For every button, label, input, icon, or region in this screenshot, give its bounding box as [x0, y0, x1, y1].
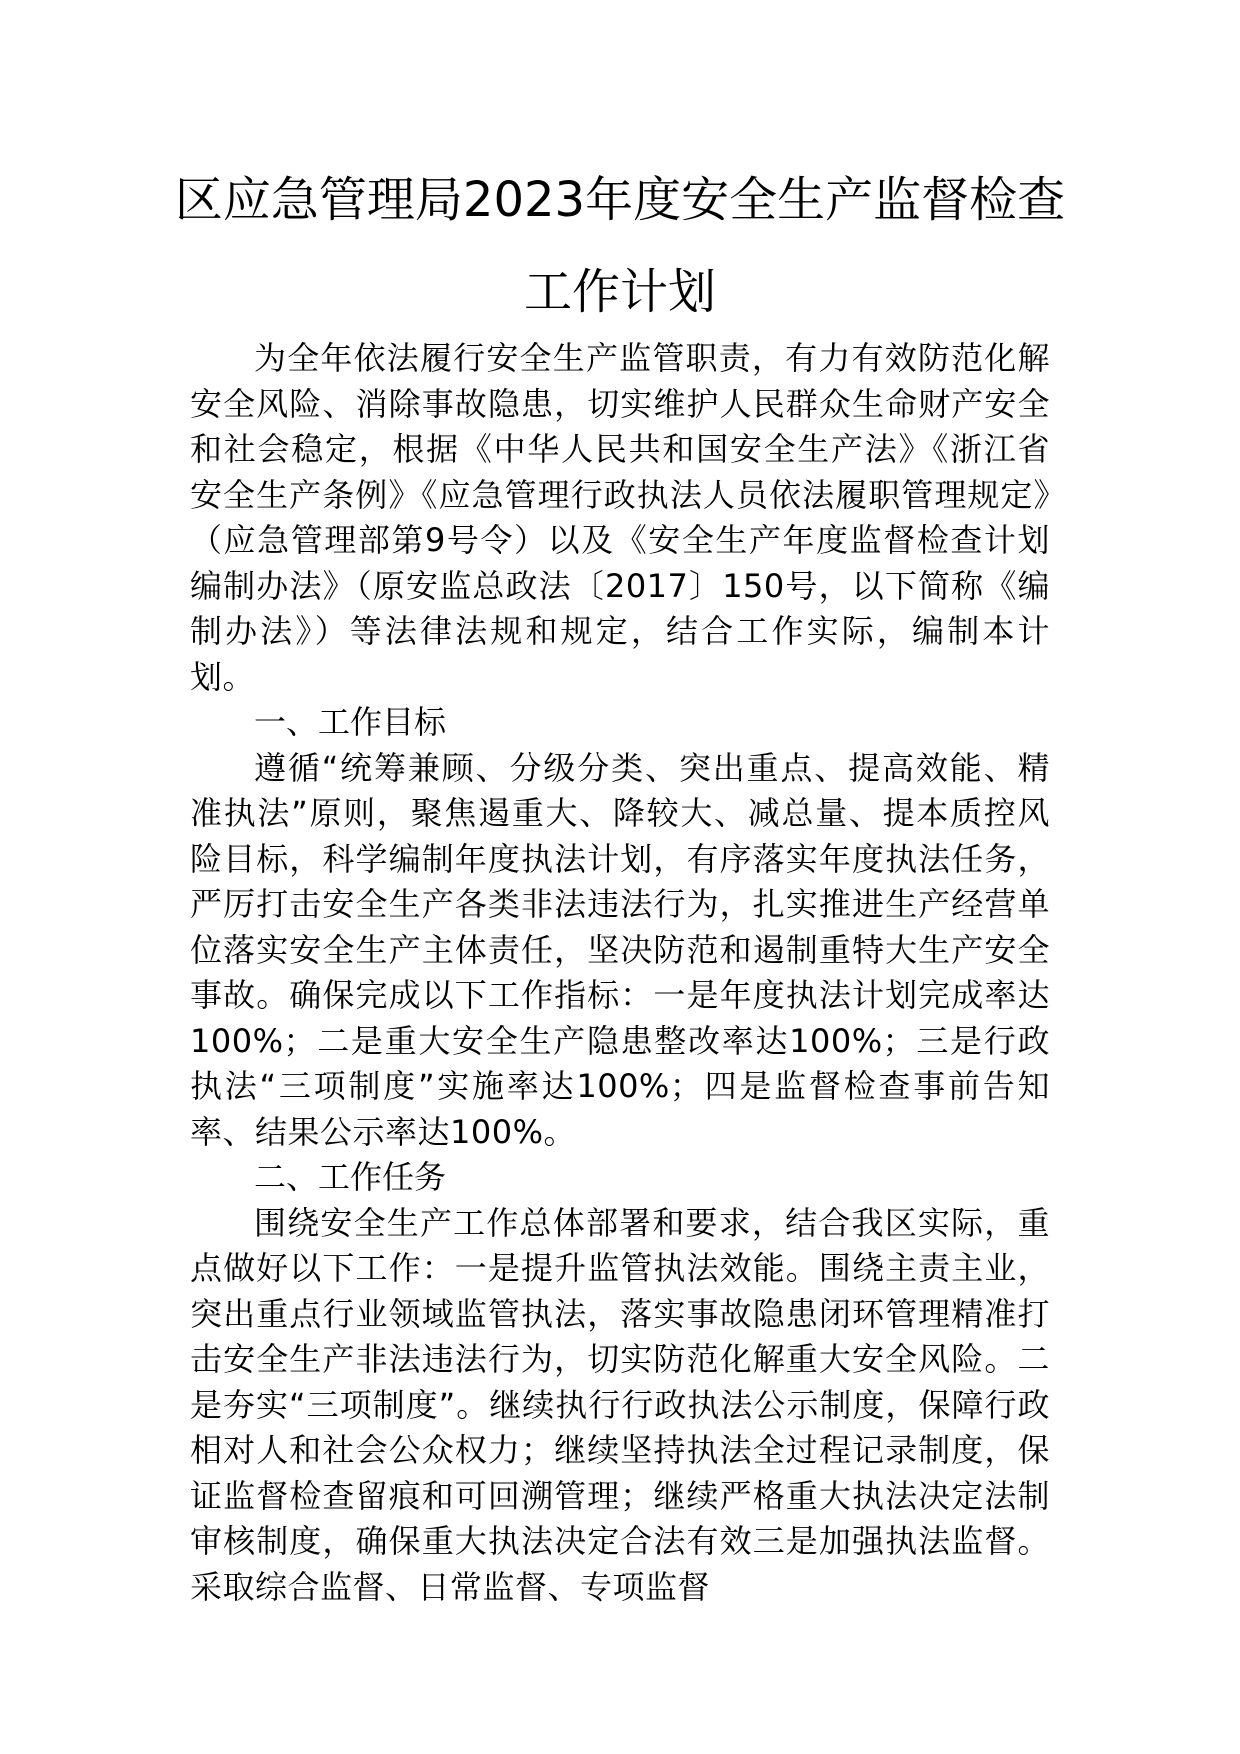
document-title-line-2: 工作计划: [523, 264, 716, 320]
goals-paragraph: 遵循“统筹兼顾、分级分类、突出重点、提高效能、精准执法”原则，聚焦遏重大、降较大、减总量、提本质控风险目标，科学编制年度执法计划，有序落实年度执法任务，严厉打击安全生产各类非法违法行为，扎实推进生产经营单位落实安全生产主体责任，坚决防范和遏制重特大生产安全事故。确保完成以下工作指标：一是年度执法计划完成率达100%；二是重大安全生产隐患整改率达100%；三是行政执法“三项制度”实施率达100%；四是监督检查事前告知率、结果公示率达100%。: [190, 748, 1050, 1151]
tasks-paragraph: 围绕安全生产工作总体部署和要求，结合我区实际，重点做好以下工作：一是提升监管执法效能。围绕主责主业，突出重点行业领域监管执法，落实事故隐患闭环管理精准打击安全生产非法违法行为，切实防范化解重大安全风险。二是夯实“三项制度”。继续执行行政执法公示制度，保障行政相对人和社会公众权力；继续坚持执法全过程记录制度，保证监督检查留痕和可回溯管理；继续严格重大执法决定法制审核制度，确保重大执法决定合法有效三是加强执法监督。采取综合监督、日常监督、专项监督: [190, 1203, 1050, 1606]
document-title-line-1: 区应急管理局2023年度安全生产监督检查: [174, 172, 1066, 228]
section-heading-tasks: 二、工作任务: [254, 1158, 447, 1196]
section-heading-goals: 一、工作目标: [254, 703, 447, 741]
document-body: [190, 336, 1050, 1610]
intro-paragraph: 为全年依法履行安全生产监管职责，有力有效防范化解安全风险、消除事故隐患，切实维护人民群众生命财产安全和社会稳定，根据《中华人民共和国安全生产法》《浙江省安全生产条例》《应急管理行政执法人员依法履职管理规定》（应急管理部第9号令）以及《安全生产年度监督检查计划编制办法》（原安监总政法〔2017〕150号，以下简称《编制办法》）等法律法规和规定，结合工作实际，编制本计划。: [190, 339, 1050, 696]
